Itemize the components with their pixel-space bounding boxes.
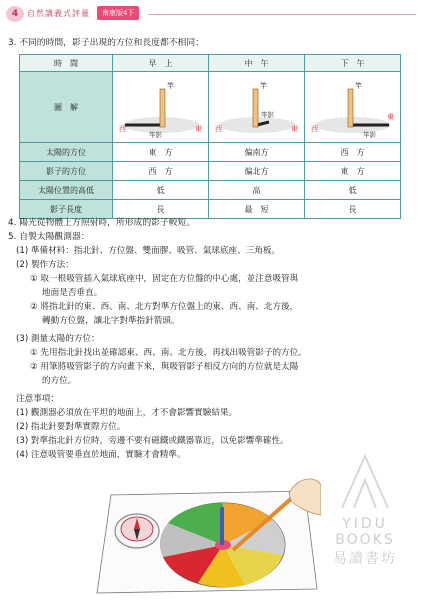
method-heading: (2) 製作方法： — [16, 260, 74, 270]
page-number: 4 — [6, 6, 24, 22]
table-cell: 西 方 — [113, 162, 209, 181]
point-5-heading: 5. 自製太陽觀測器： — [8, 232, 90, 242]
table-row — [20, 200, 401, 219]
shadow-table — [19, 54, 401, 219]
table-row — [20, 143, 401, 162]
watermark-zh: 易讀書坊 — [333, 551, 397, 567]
row-label: 影子長度 — [20, 200, 113, 219]
diagram-label: 圖 解 — [20, 72, 113, 143]
measure-step-2: ② 用筆將吸管影子的方向畫下來，與吸管影子相反方向的方位就是太陽 — [30, 362, 299, 372]
west-label: 西 — [119, 125, 126, 133]
measure-step-1: ① 先用指北針找出並確認東、西、南、北方後，再找出吸管影子的方位。 — [30, 348, 307, 358]
gnomon-label: 竿 — [260, 82, 267, 90]
afternoon-shadow-diagram — [305, 75, 401, 139]
column-noon: 中 午 — [209, 55, 305, 72]
gnomon-label: 竿 — [167, 82, 174, 90]
table-cell: 偏南方 — [209, 143, 305, 162]
column-afternoon: 下 午 — [305, 55, 401, 72]
shadow-label: 竿影 — [261, 111, 274, 119]
table-cell: 最 短 — [209, 200, 305, 219]
note-item: (3) 對準指北針方位時，旁邊不要有磁鐵或鐵器靠近，以免影響準確性。 — [16, 436, 289, 446]
note-item: (2) 指北針要對準實際方位。 — [16, 422, 126, 432]
noon-diagram-cell — [209, 72, 305, 143]
table-cell: 低 — [113, 181, 209, 200]
book-title: 自然講義式評量 — [27, 9, 90, 18]
table-cell: 高 — [209, 181, 305, 200]
section-3-heading: 3. 不同的時間，影子出現的方位和長度都不相同： — [8, 38, 204, 48]
page-header — [0, 6, 421, 24]
afternoon-diagram-cell — [305, 72, 401, 143]
table-header-row — [20, 55, 401, 72]
column-morning: 早 上 — [113, 55, 209, 72]
noon-shadow-diagram — [209, 75, 305, 139]
east-label: 東 — [195, 125, 202, 133]
diagram-row — [20, 72, 401, 143]
sun-observer-illustration — [93, 455, 321, 595]
method-step-1: ① 取一根吸管插入氣球底座中，固定在方位盤的中心處，並注意吸管與 — [30, 274, 299, 284]
shadow-label: 竿影 — [149, 131, 162, 139]
table-cell: 偏北方 — [209, 162, 305, 181]
time-label: 時 間 — [20, 55, 113, 72]
book-logo-icon — [312, 450, 418, 510]
note-item: (1) 觀測器必須放在平坦的地面上，才不會影響實驗結果。 — [16, 408, 238, 418]
table-row — [20, 181, 401, 200]
morning-shadow-diagram — [113, 75, 209, 139]
table-row — [20, 162, 401, 181]
publisher-watermark — [312, 450, 418, 590]
east-label: 東 — [291, 125, 298, 133]
morning-diagram-cell — [113, 72, 209, 143]
table-cell: 東 方 — [113, 143, 209, 162]
row-label: 影子的方位 — [20, 162, 113, 181]
row-label: 太陽位置的高低 — [20, 181, 113, 200]
table-cell: 長 — [305, 200, 401, 219]
header-divider — [148, 14, 416, 15]
west-label: 西 — [215, 125, 222, 133]
table-cell: 長 — [113, 200, 209, 219]
gnomon-label: 竿 — [355, 82, 362, 90]
table-cell: 西 方 — [305, 143, 401, 162]
notes-heading: 注意事項： — [16, 394, 59, 404]
shadow-label: 竿影 — [363, 131, 376, 139]
method-step-2: ② 將指北針的東、西、南、北方對準方位盤上的東、西、南、北方後， — [30, 302, 299, 312]
method-step-2-cont: 轉動方位盤，讓北字對準指針箭頭。 — [42, 316, 180, 326]
watermark-en-1: YIDU — [342, 516, 388, 532]
measure-heading: (3) 測量太陽的方位： — [16, 334, 100, 344]
method-step-1-cont: 地面是否垂直。 — [42, 288, 103, 298]
table-cell: 低 — [305, 181, 401, 200]
straw-icon — [220, 507, 224, 545]
edition-badge: 南康版4下 — [97, 6, 139, 20]
row-label: 太陽的方位 — [20, 143, 113, 162]
measure-step-2-cont: 的方位。 — [42, 376, 77, 386]
materials-line: (1) 準備材料：指北針、方位盤、雙面膠、吸管、氣球底座、三角板。 — [16, 246, 281, 256]
table-cell: 東 方 — [305, 162, 401, 181]
watermark-en-2: BOOKS — [335, 532, 395, 548]
compass-icon — [115, 514, 159, 548]
note-item: (4) 注意吸管要垂直於地面，實驗才會精準。 — [16, 450, 186, 460]
point-4: 4. 陽光從物體上方照射時，所形成的影子較短。 — [8, 218, 196, 228]
east-label: 東 — [387, 113, 394, 121]
west-label: 西 — [311, 125, 318, 133]
